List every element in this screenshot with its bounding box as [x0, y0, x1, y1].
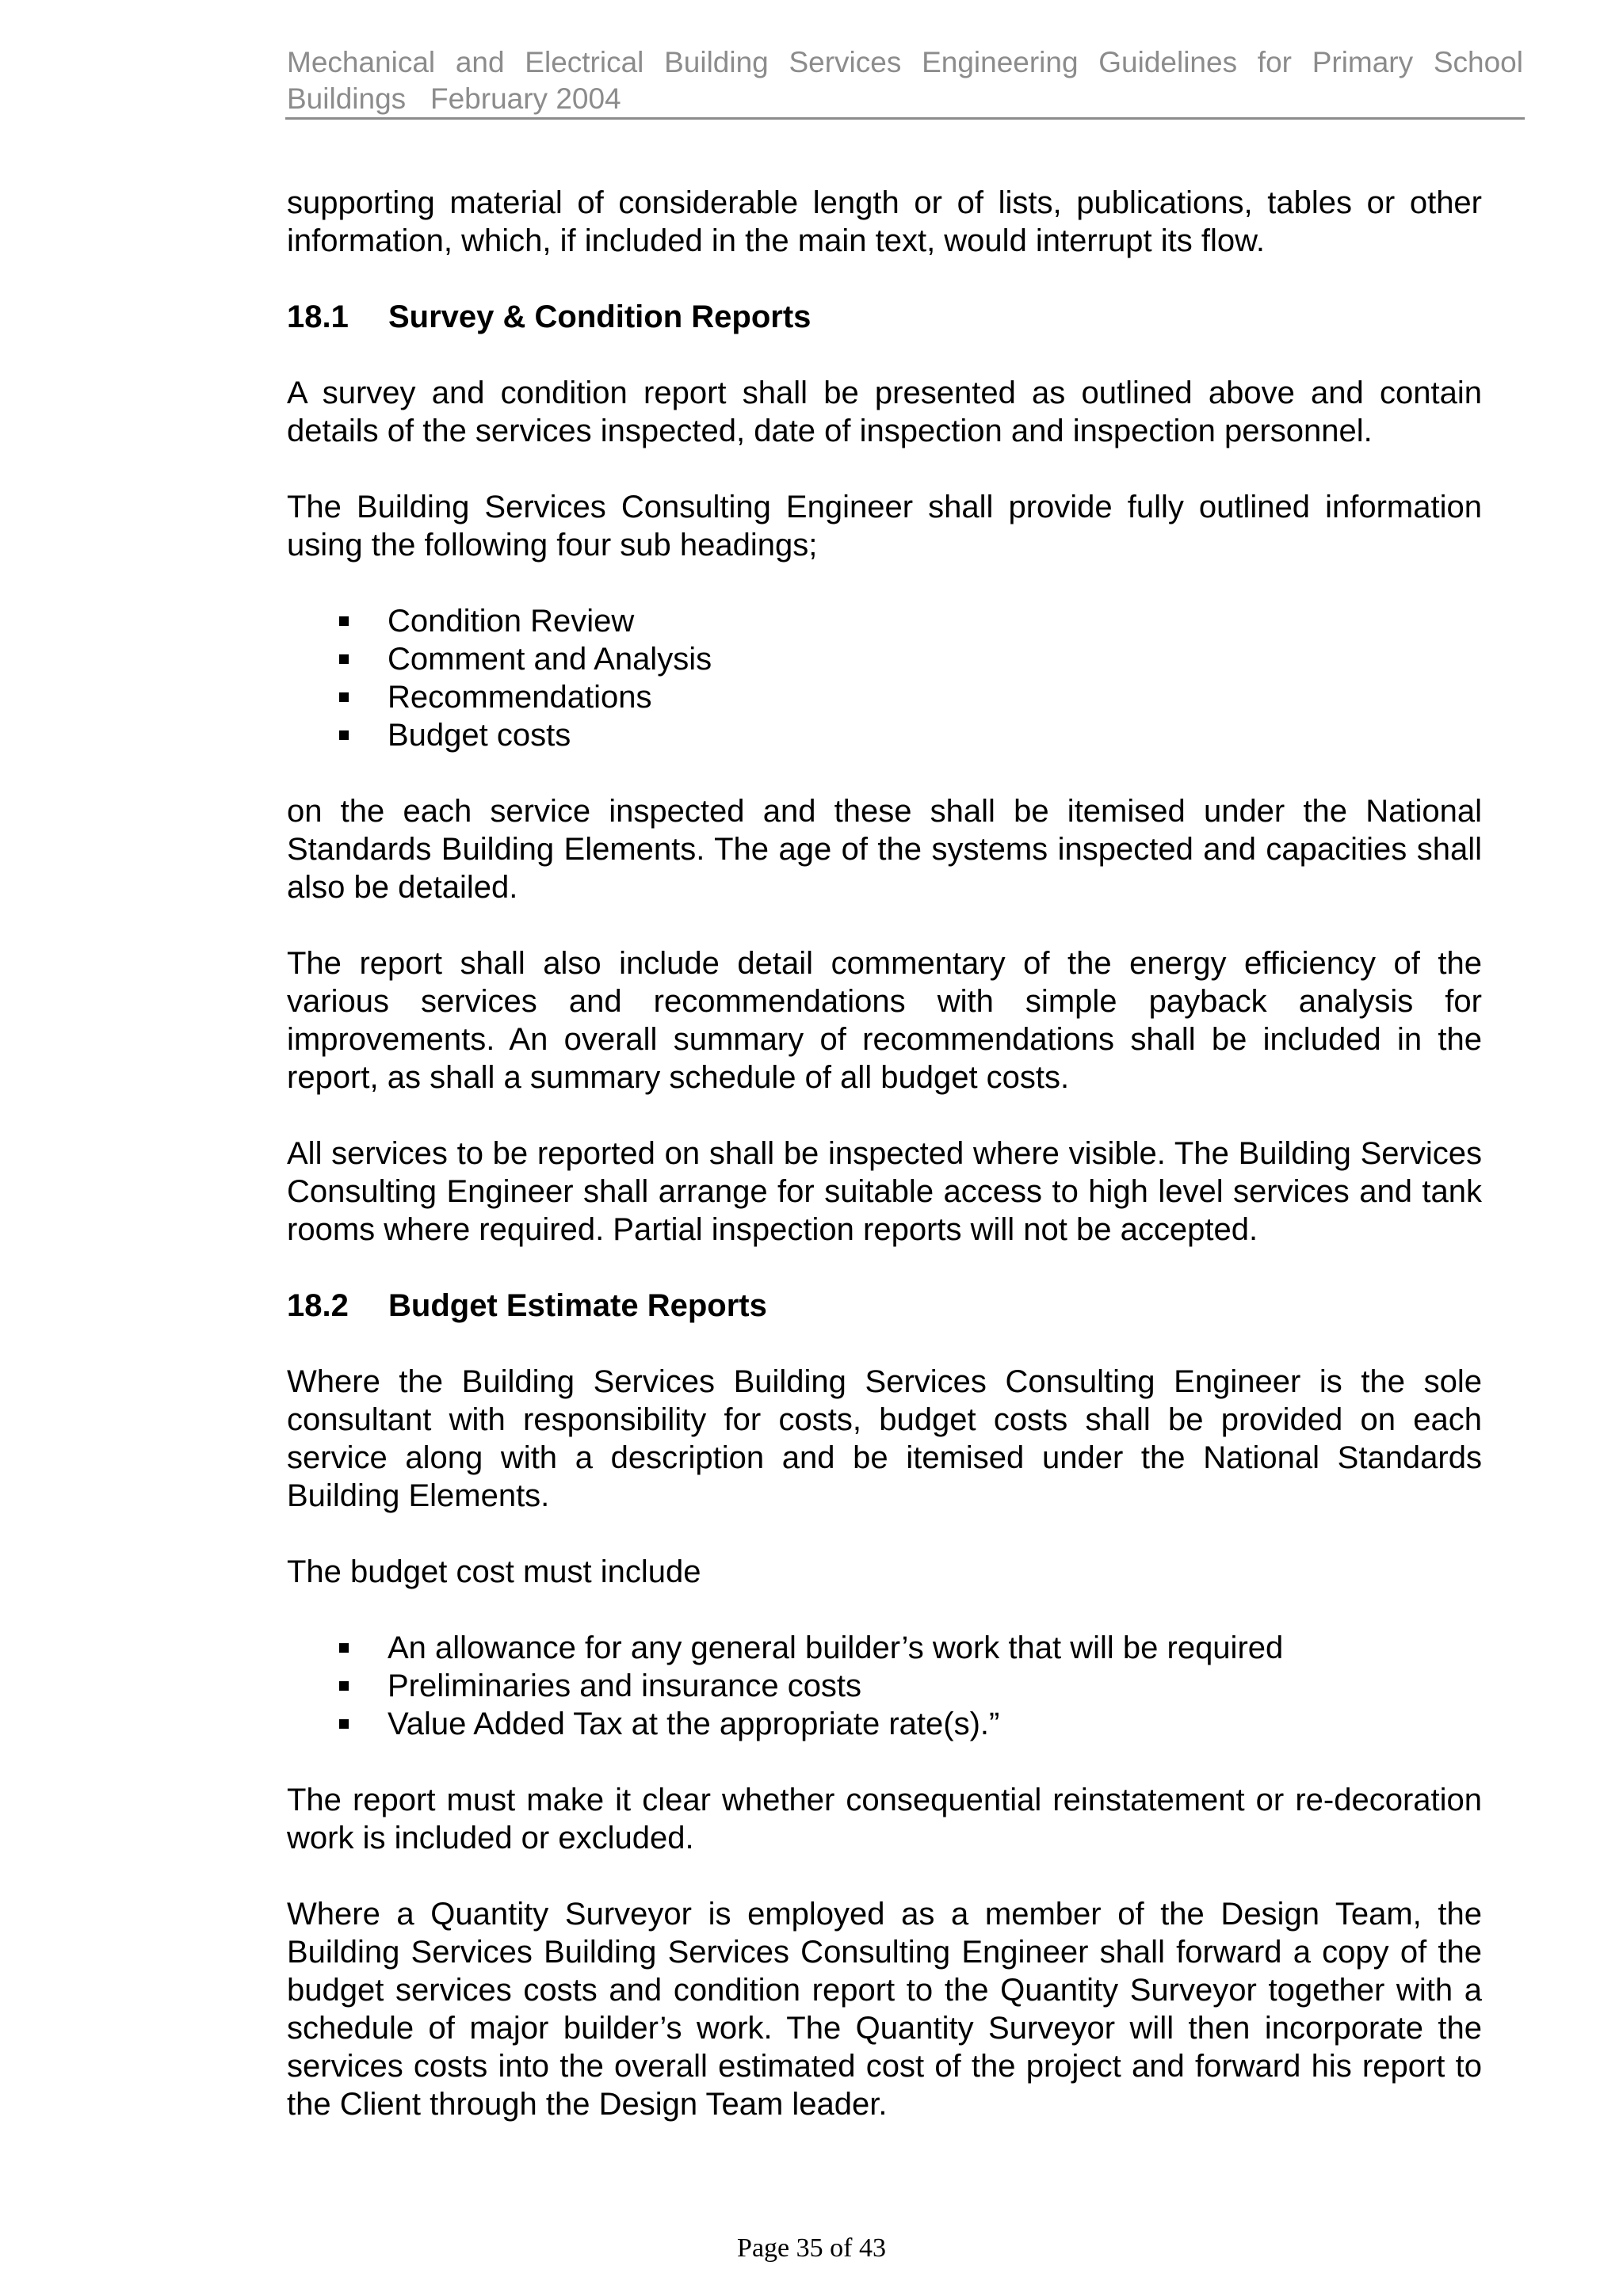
square-bullet-icon — [339, 1681, 349, 1691]
list-item-text: Condition Review — [388, 604, 635, 639]
header-divider — [285, 117, 1525, 120]
square-bullet-icon — [339, 692, 349, 702]
paragraph: All services to be reported on shall be inspected where visible. The Building Services Consulting Engineer shall arrange for suitable access to high level services and tank rooms where required. Partial inspection reports will not be accepted. — [287, 1136, 1482, 1247]
square-bullet-icon — [339, 616, 349, 626]
document-body — [287, 184, 1482, 2161]
section-title: Survey & Condition Reports — [388, 299, 812, 334]
header-word: Electrical — [525, 46, 644, 78]
paragraph: The Building Services Consulting Engineer shall provide fully outlined information using the following four sub headings; — [287, 490, 1482, 563]
header-word: for — [1257, 46, 1292, 78]
list-item — [287, 1705, 1482, 1743]
list-item-text: Comment and Analysis — [388, 642, 712, 677]
list-item — [287, 1667, 1482, 1705]
list-item — [287, 1629, 1482, 1667]
paragraph: The report shall also include detail commentary of the energy efficiency of the various services and recommendations with simple payback analysis for improvements. An overall summary of recommendations shall be included in the report, as shall a summary schedule of all budget costs. — [287, 946, 1482, 1095]
list-item — [287, 678, 1482, 716]
square-bullet-icon — [339, 1643, 349, 1653]
square-bullet-icon — [339, 1719, 349, 1729]
header-title-line — [287, 44, 1523, 81]
section-heading-18-2 — [287, 1287, 1482, 1325]
intro-paragraph: supporting material of considerable length or of lists, publications, tables or other information, which, if included in the main text, would interrupt its flow. — [287, 185, 1482, 258]
paragraph: Where a Quantity Surveyor is employed as a member of the Design Team, the Building Services Building Services Consulting Engineer shall forward a copy of the budget services costs and condition report to the Quantity Surveyor together with a schedule of major builder’s work. The Quantity Surveyor will then incorporate the services costs into the overall estimated cost of the project and forward his report to the Client through the Design Team leader. — [287, 1897, 1482, 2122]
budget-items-list — [287, 1629, 1482, 1743]
paragraph: on the each service inspected and these shall be itemised under the National Standards Building Elements. The age of the systems inspected and capacities shall also be detailed. — [287, 794, 1482, 905]
header-word: and — [455, 46, 505, 78]
list-item — [287, 716, 1482, 754]
list-item-text: Value Added Tax at the appropriate rate(s).” — [388, 1707, 1000, 1741]
header-word: Building — [664, 46, 769, 78]
header-word: Services — [789, 46, 902, 78]
section-heading-18-1 — [287, 298, 1482, 336]
header-word: Guidelines — [1098, 46, 1238, 78]
header-word: Mechanical — [287, 46, 436, 78]
page-header — [287, 44, 1523, 117]
list-item-text: Recommendations — [388, 680, 652, 715]
section-title: Budget Estimate Reports — [388, 1288, 767, 1323]
list-item-text: An allowance for any general builder’s work that will be required — [388, 1630, 1284, 1665]
header-word: School — [1433, 46, 1523, 78]
section-number: 18.1 — [287, 299, 349, 334]
header-word: Primary — [1312, 46, 1414, 78]
paragraph: The budget cost must include — [287, 1554, 701, 1589]
header-subtitle-date: Buildings February 2004 — [287, 82, 621, 115]
list-item-text: Budget costs — [388, 718, 571, 753]
list-item-text: Preliminaries and insurance costs — [388, 1669, 862, 1703]
header-word: Engineering — [922, 46, 1079, 78]
list-item — [287, 640, 1482, 678]
paragraph: A survey and condition report shall be presented as outlined above and contain details of the services inspected, date of inspection and inspection personnel. — [287, 376, 1482, 448]
paragraph: Where the Building Services Building Services Consulting Engineer is the sole consultant with responsibility for costs, budget costs shall be provided on each service along with a description and be itemised under the National Standards Building Elements. — [287, 1364, 1482, 1513]
sub-headings-list — [287, 602, 1482, 754]
list-item — [287, 602, 1482, 640]
page-number: Page 35 of 43 — [737, 2233, 886, 2263]
square-bullet-icon — [339, 730, 349, 740]
paragraph: The report must make it clear whether consequential reinstatement or re-decoration work is included or excluded. — [287, 1783, 1482, 1855]
square-bullet-icon — [339, 654, 349, 664]
section-number: 18.2 — [287, 1288, 349, 1323]
